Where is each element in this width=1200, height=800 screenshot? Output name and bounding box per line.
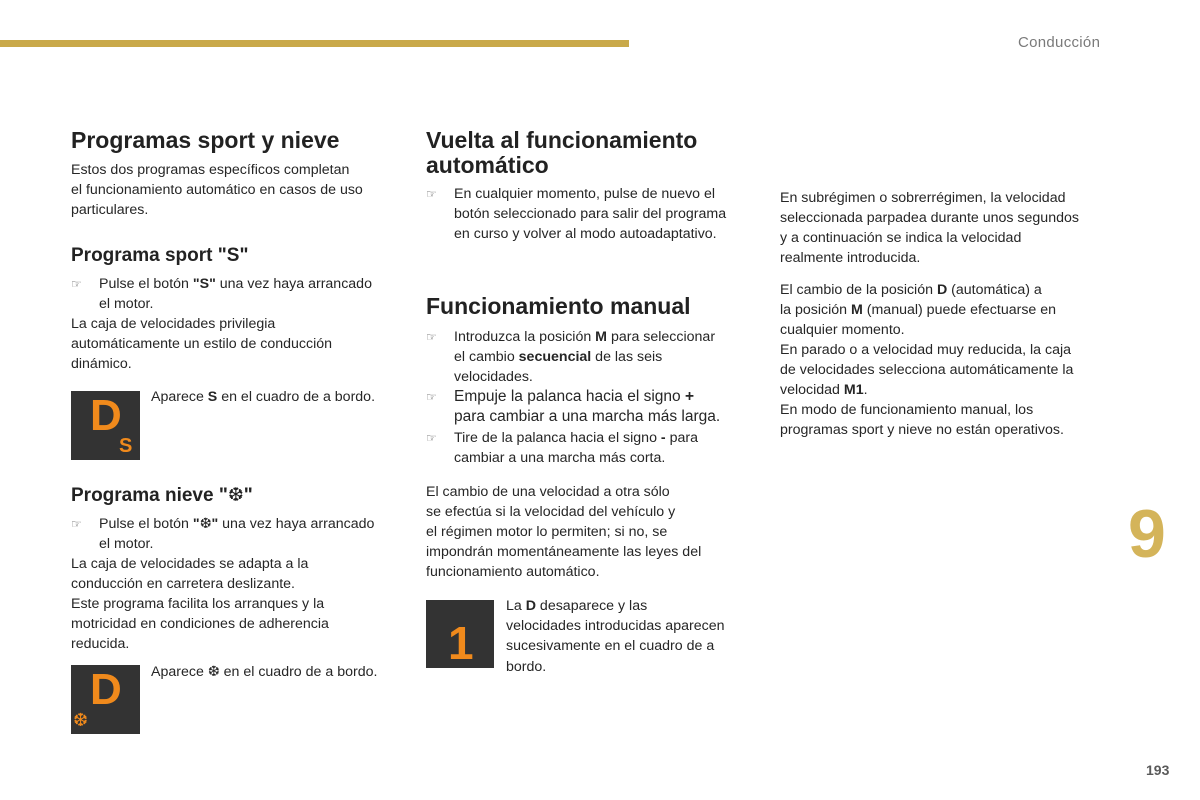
heading-auto-return-2: automático [426,152,549,178]
snow-bullet: ☞ Pulse el botón "❆" una vez haya arrancado el motor. [71,516,375,553]
gear-d-glyph: D [90,391,122,440]
mode-note-2: la posición M (manual) puede efectuarse en [780,302,1057,318]
snow-body-5: reducida. [71,636,130,652]
change-text-1: El cambio de una velocidad a otra sólo [426,484,670,500]
speed-note-2: seleccionada parpadea durante unos segundos [780,210,1079,226]
speed-note-1: En subrégimen o sobrerrégimen, la velocidad [780,190,1066,206]
sport-caption: Aparece S en el cuadro de a bordo. [151,389,376,405]
snow-body-3: Este programa facilita los arranques y la [71,596,325,612]
manual-bullet-select: ☞ Introduzca la posición M para seleccionar el cambio secuencial de las seis velocidades. [426,329,716,386]
mode-note-1: El cambio de la posición D (automática) a [780,282,1042,298]
manual-bullet-upshift: ☞ Empuje la palanca hacia el signo + para cambiar a una marcha más larga. [426,388,721,426]
hand-pointer-icon: ☞ [71,277,82,291]
intro-line-1: Estos dos programas específicos completan [71,162,350,178]
sport-body-1: La caja de velocidades privilegia [71,316,276,332]
gear-d-glyph: D [90,665,122,714]
hand-pointer-icon: ☞ [426,330,437,344]
manual-gear-display-image [426,600,494,668]
mode-note-8: programas sport y nieve no están operativos. [780,422,1064,438]
heading-manual: Funcionamiento manual [426,293,691,319]
auto-return-bullet: ☞ En cualquier momento, pulse de nuevo el botón seleccionado para salir del programa en curso y volver al modo autoadaptativo. [426,186,727,243]
change-text-4: impondrán momentáneamente las leyes del [426,544,702,560]
mode-note-3: cualquier momento. [780,322,905,338]
heading-sport-snow: Programas sport y nieve [71,127,340,153]
snow-display-image [71,665,140,734]
intro-line-3: particulares. [71,202,149,218]
heading-sport: Programa sport "S" [71,245,249,266]
snow-body-2: conducción en carretera deslizante. [71,576,295,592]
sport-s-glyph: S [119,435,133,457]
hand-pointer-icon: ☞ [426,390,437,404]
mode-note-4: En parado o a velocidad muy reducida, la caja [780,342,1072,358]
change-text-3: el régimen motor lo permiten; si no, se [426,524,668,540]
intro-line-2: el funcionamiento automático en casos de uso [71,182,363,198]
speed-note-4: realmente introducida. [780,250,921,266]
speed-note-3: y a continuación se indica la velocidad [780,230,1022,246]
gear-1-glyph: 1 [448,617,474,669]
mode-note-6: velocidad M1. [780,382,868,398]
manual-bullet-downshift: ☞ Tire de la palanca hacia el signo - para cambiar a una marcha más corta. [426,430,698,467]
hand-pointer-icon: ☞ [426,187,437,201]
manual-display-caption: La D desaparece y las velocidades introducidas aparecen sucesivamente en el cuadro de a bordo. [506,598,725,675]
change-text-2: se efectúa si la velocidad del vehículo y [426,504,676,520]
section-title: Conducción [1018,34,1101,51]
page-number: 193 [1146,762,1170,778]
snow-body-4: motricidad en condiciones de adherencia [71,616,329,632]
hand-pointer-icon: ☞ [426,431,437,445]
snow-body-1: La caja de velocidades se adapta a la [71,556,309,572]
header-accent-bar [0,40,629,47]
change-text-5: funcionamiento automático. [426,564,600,580]
sport-body-2: automáticamente un estilo de conducción [71,336,333,352]
snowflake-icon: ❆ [73,710,89,730]
heading-snow: Programa nieve "❆" [71,485,253,506]
mode-note-7: En modo de funcionamiento manual, los [780,402,1034,418]
mode-note-5: de velocidades selecciona automáticamente la [780,362,1074,378]
sport-display-image [71,391,140,460]
chapter-number: 9 [1128,496,1166,572]
hand-pointer-icon: ☞ [71,517,82,531]
sport-bullet: ☞ Pulse el botón "S" una vez haya arrancado el motor. [71,276,372,313]
sport-body-3: dinámico. [71,356,132,372]
snow-caption: Aparece ❆ en el cuadro de a bordo. [151,664,378,680]
heading-auto-return-1: Vuelta al funcionamiento [426,127,698,153]
